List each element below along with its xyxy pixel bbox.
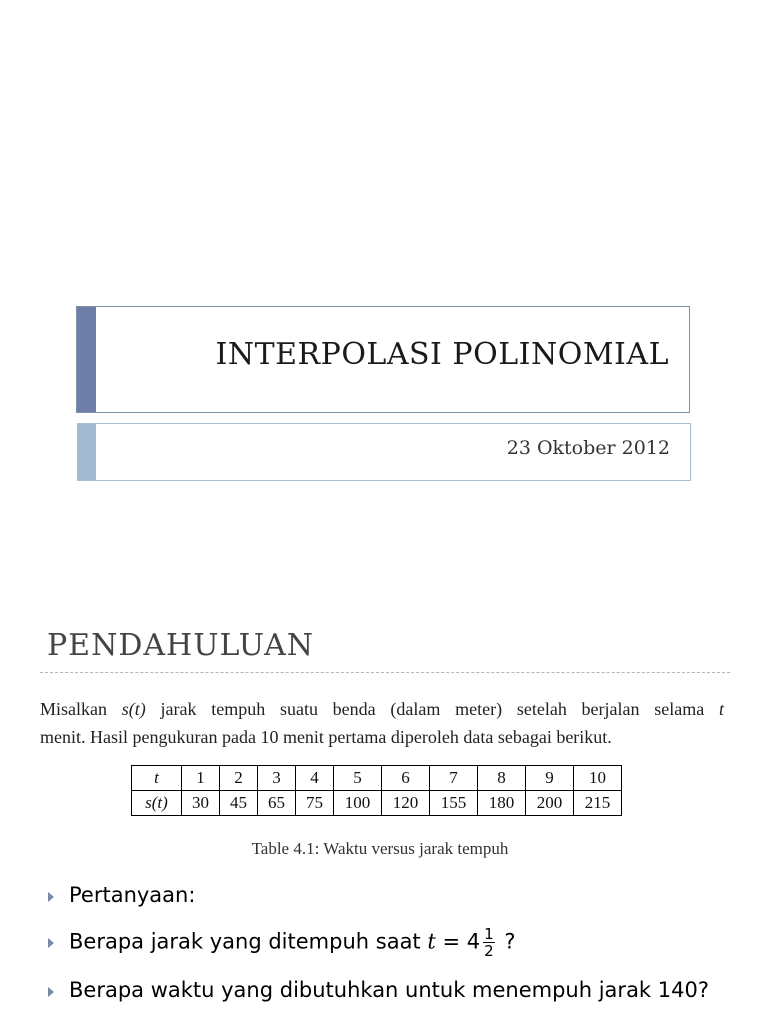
table-cell: 8 xyxy=(478,766,526,791)
table-cell: 65 xyxy=(258,791,296,816)
question-mark: ? xyxy=(497,929,516,954)
table-cell: 120 xyxy=(382,791,430,816)
date-box xyxy=(77,423,691,481)
intro-text-2: jarak tempuh suatu benda (dalam meter) setelah berjalan selama xyxy=(145,699,719,719)
title-box xyxy=(76,306,690,413)
table-row-t xyxy=(132,766,622,791)
intro-s-t: s(t) xyxy=(121,699,146,719)
slide-date: 23 Oktober 2012 xyxy=(506,437,670,459)
intro-t: t xyxy=(719,699,725,719)
table-cell: 180 xyxy=(478,791,526,816)
intro-text-1: Misalkan xyxy=(40,699,122,719)
heading-divider xyxy=(40,672,730,673)
question-list xyxy=(46,880,746,1021)
intro-line-2: menit. Hasil pengukuran pada 10 menit pertama diperoleh data sebagai berikut. xyxy=(40,727,612,747)
table-cell: 200 xyxy=(526,791,574,816)
fraction-numerator: 1 xyxy=(484,925,494,943)
table-cell: 215 xyxy=(574,791,622,816)
list-item xyxy=(46,880,746,910)
table-cell: 9 xyxy=(526,766,574,791)
bullet-text: Berapa jarak yang ditempuh saat xyxy=(69,929,428,954)
intro-line-1 xyxy=(40,695,724,723)
distance-table xyxy=(131,765,622,816)
table-cell: 2 xyxy=(220,766,258,791)
bullet-text: Pertanyaan: xyxy=(69,883,196,907)
table-cell: 1 xyxy=(182,766,220,791)
list-item xyxy=(46,926,746,959)
table-row-label: t xyxy=(132,766,182,791)
table-cell: 45 xyxy=(220,791,258,816)
table-cell: 30 xyxy=(182,791,220,816)
fraction-denominator: 2 xyxy=(484,942,494,960)
table-cell: 155 xyxy=(430,791,478,816)
slide-title: INTERPOLASI POLINOMIAL xyxy=(215,337,669,372)
table-cell: 10 xyxy=(574,766,622,791)
table-cell: 3 xyxy=(258,766,296,791)
table-cell: 5 xyxy=(334,766,382,791)
table-caption: Table 4.1: Waktu versus jarak tempuh xyxy=(251,839,509,858)
table-row-label: s(t) xyxy=(132,791,182,816)
bullet-text: Berapa waktu yang dibutuhkan untuk menempuh jarak 140? xyxy=(69,978,709,1002)
math-variable: t xyxy=(427,929,436,954)
math-equals: = 4 xyxy=(435,929,481,954)
list-item xyxy=(46,975,746,1005)
bullet-triangle-icon xyxy=(48,938,54,948)
table-cell: 7 xyxy=(430,766,478,791)
date-accent-bar xyxy=(78,424,96,480)
section-heading: PENDAHULUAN xyxy=(47,628,315,663)
table-cell: 75 xyxy=(296,791,334,816)
table-cell: 100 xyxy=(334,791,382,816)
title-accent-bar xyxy=(77,307,96,412)
bullet-triangle-icon xyxy=(48,892,54,902)
bullet-triangle-icon xyxy=(48,987,54,997)
fraction xyxy=(483,926,495,959)
table-cell: 4 xyxy=(296,766,334,791)
intro-paragraph xyxy=(40,695,724,751)
table-row-s xyxy=(132,791,622,816)
table-cell: 6 xyxy=(382,766,430,791)
